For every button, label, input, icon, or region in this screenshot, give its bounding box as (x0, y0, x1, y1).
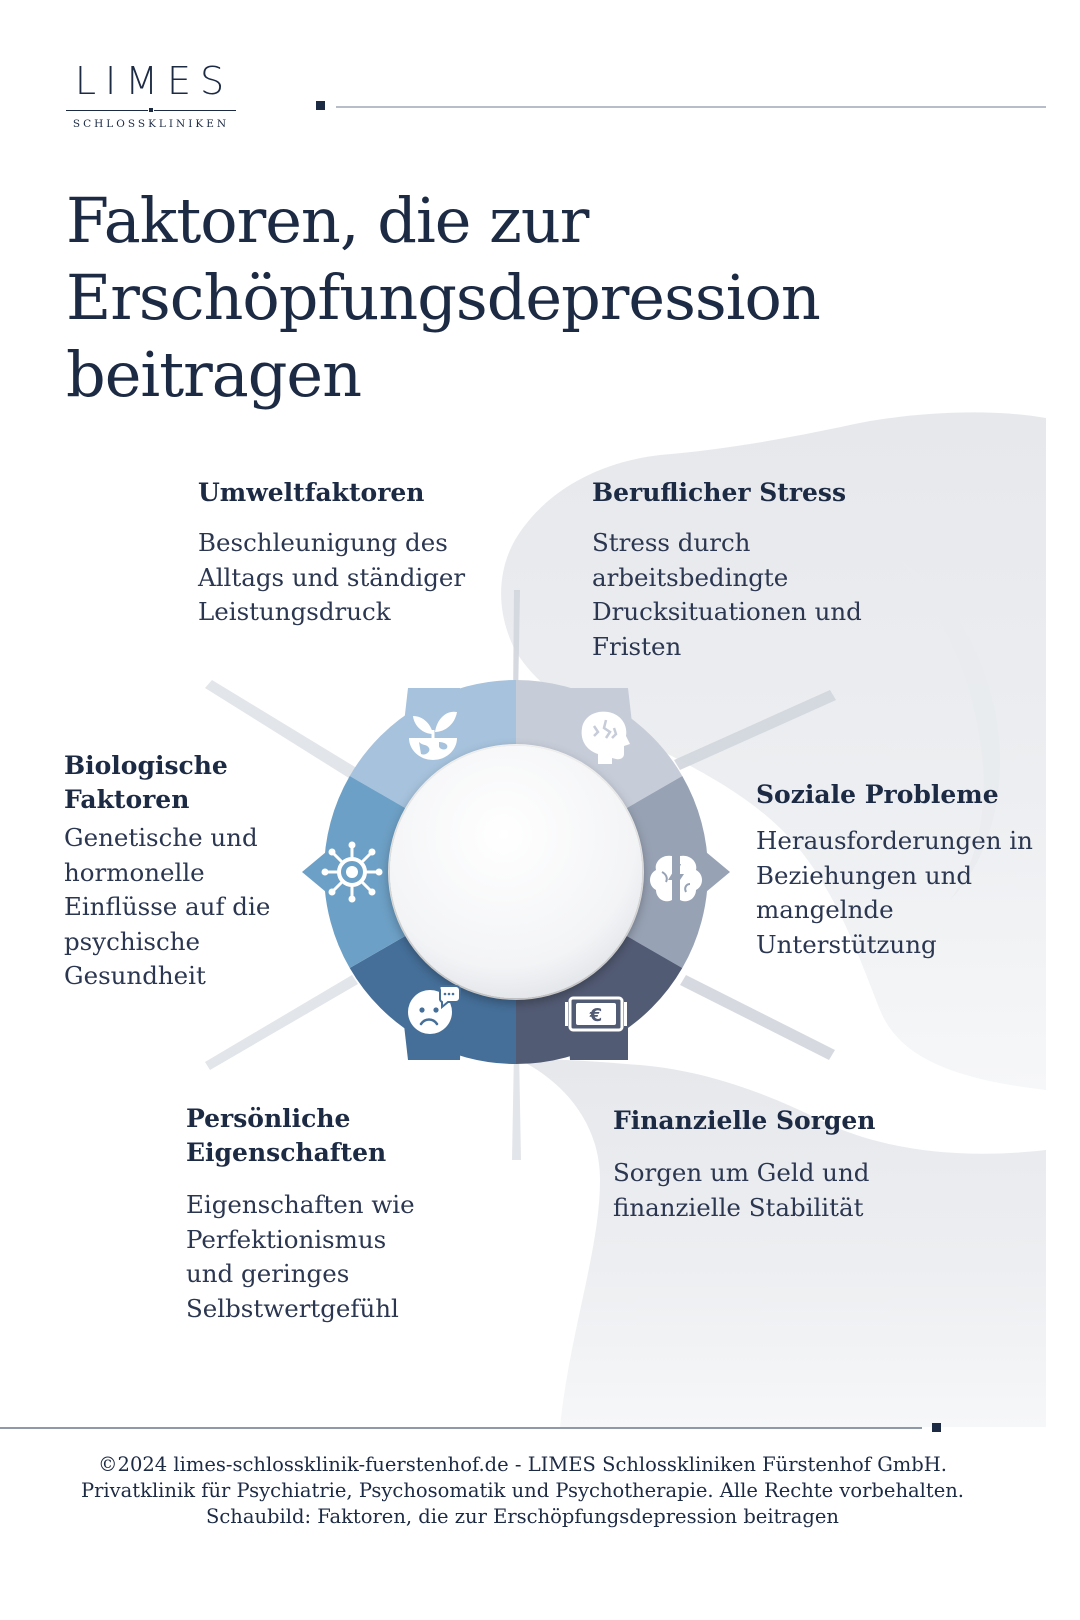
factor-title: Beruflicher Stress (592, 478, 847, 507)
factor-title: Umweltfaktoren (198, 478, 425, 507)
spoke-lower-right (680, 975, 835, 1060)
factor-title: Biologische Faktoren (64, 751, 228, 814)
footer-rule (0, 1427, 922, 1429)
factor-persoenlich (186, 1102, 486, 1326)
factor-umwelt (198, 476, 498, 630)
factor-stress (592, 476, 892, 664)
logo-wordmark: LIMES (74, 59, 234, 103)
footer-square-marker (932, 1423, 941, 1432)
footer (0, 1452, 1045, 1530)
factor-description: Herausforderungen in Beziehungen und mangelnde Unterstützung (756, 826, 1033, 959)
factor-description: Eigenschaften wie Perfektionismus und geringes Selbstwertgefühl (186, 1190, 415, 1323)
factor-title: Persönliche Eigenschaften (186, 1104, 387, 1167)
spoke-upper-right (674, 690, 836, 770)
factor-biologisch (64, 749, 324, 994)
logo-subtitle: SCHLOSSKLINIKEN (72, 118, 230, 130)
spoke-bottom (512, 1050, 521, 1160)
factor-description: Sorgen um Geld und finanzielle Stabilität (613, 1158, 870, 1222)
factor-title: Soziale Probleme (756, 780, 999, 809)
footer-caption: Schaubild: Faktoren, die zur Erschöpfungsdepression beitragen (206, 1505, 839, 1528)
factor-description: Genetische und hormonelle Einflüsse auf die psychische Gesundheit (64, 823, 271, 990)
factor-title: Finanzielle Sorgen (613, 1106, 876, 1135)
footer-clinic-description: Privatklinik für Psychiatrie, Psychosomatik und Psychotherapie. Alle Rechte vorbehalten. (80, 1479, 965, 1502)
factor-sozial (756, 778, 1056, 962)
wheel-hub (390, 746, 642, 998)
svg-text:€: € (589, 1005, 603, 1026)
factor-description: Stress durch arbeitsbedingte Drucksituationen und Fristen (592, 528, 862, 661)
virus-cell-icon (322, 842, 383, 903)
factor-finanzen (613, 1104, 913, 1225)
footer-copyright: ©2024 limes-schlossklinik-fuerstenhof.de - LIMES Schlosskliniken Fürstenhof GmbH. (98, 1453, 947, 1476)
factor-description: Beschleunigung des Alltags und ständiger Leistungsdruck (198, 528, 466, 626)
page-title: Faktoren, die zur Erschöpfungsdepression beitragen (66, 184, 820, 411)
